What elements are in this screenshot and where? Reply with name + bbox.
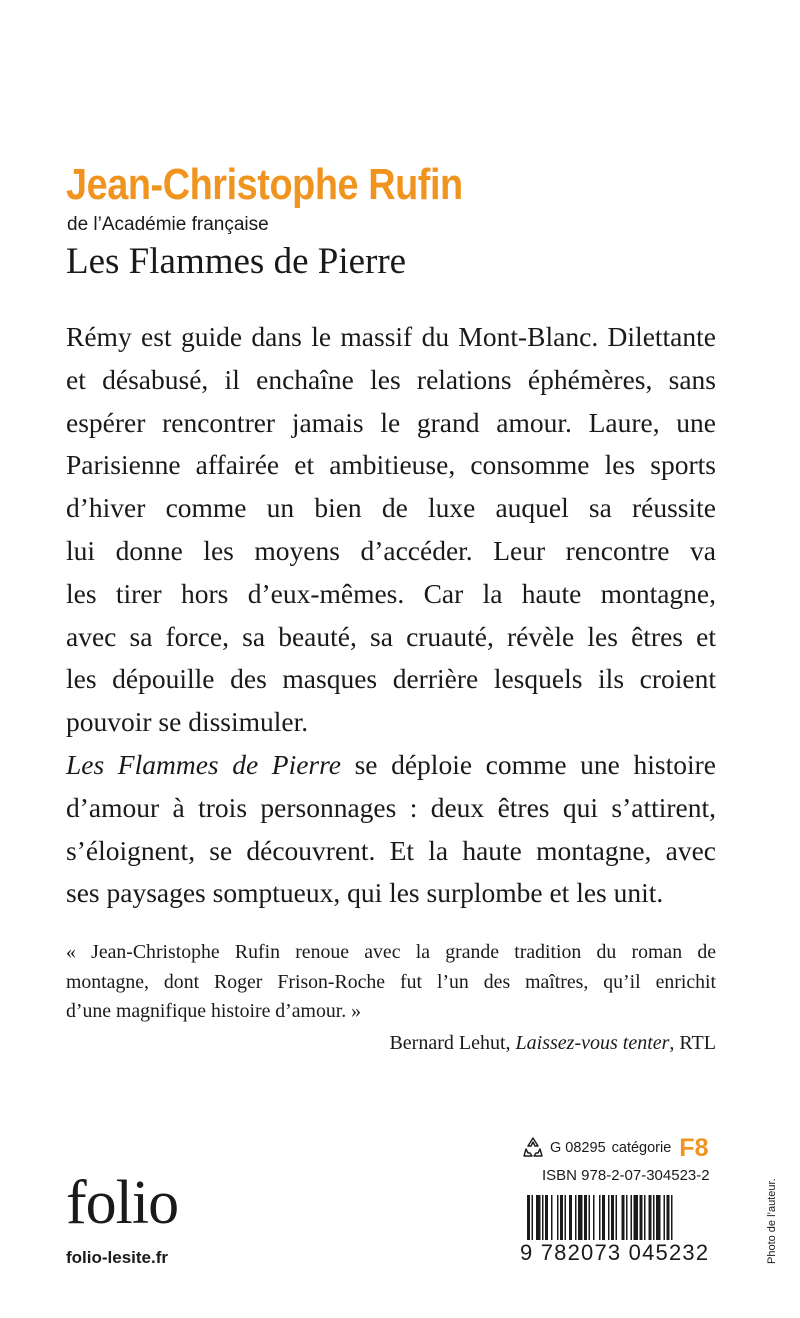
blurb-line: Rémy est guide dans le massif du Mont-Blanc. Dilettante [66,321,716,352]
folio-website: folio-lesite.fr [66,1248,169,1267]
academy-label: de l’Académie française [67,214,269,235]
product-code: G 08295 [550,1140,606,1156]
book-title: Les Flammes de Pierre [66,241,407,282]
blurb-line: espérer rencontrer jamais le grand amour. Laure, une [66,406,716,438]
blurb-line: d’amour à trois personnages : deux êtres qui s’attirent, [66,791,716,823]
blurb-line: s’éloignent, se découvrent. Et la haute montagne, avec [66,834,716,866]
isbn: ISBN 978-2-07-304523-2 [542,1167,710,1184]
category-label: catégorie [611,1140,672,1156]
barcode-digits: 9 782073 045232 [520,1240,730,1266]
attribution-name: Bernard Lehut, [389,1032,516,1054]
blurb-line: les dépouille des masques derrière lesquels ils croient [66,663,716,695]
mobius-recycling-icon [522,1136,544,1160]
quote-line: « Jean-Christophe Rufin renoue avec la grande tradition du roman de [66,941,716,963]
blurb-line: avec sa force, sa beauté, sa cruauté, révèle les êtres et [66,620,716,652]
quote-line: d’une magnifique histoire d’amour. » [66,1000,361,1022]
attribution-show: Laissez-vous tenter [515,1032,670,1054]
blurb-line: et désabusé, il enchaîne les relations éphémères, sans [66,363,716,395]
blurb-line: d’hiver comme un bien de luxe auquel sa réussite [66,492,716,524]
attribution-station: , RTL [669,1032,716,1054]
folio-logo: folio [66,1169,179,1237]
blurb-line: les tirer hors d’eux-mêmes. Car la haute montagne, [66,577,716,609]
photo-credit: Photo de l’auteur. [766,1178,778,1264]
quote-line: montagne, dont Roger Frison-Roche fut l’un des maîtres, qu’il enrichit [66,970,716,993]
blurb-line: Parisienne affairée et ambitieuse, consomme les sports [66,449,716,481]
blurb-text [66,316,716,915]
author-name: Jean-Christophe Rufin [66,160,463,209]
category-code: F8 [679,1133,709,1162]
quote-attribution [389,1032,716,1055]
blurb-italic-title: Les Flammes de Pierre [66,748,341,780]
blurb-line-rest: se déploie comme une histoire [341,748,716,780]
blurb-line: ses paysages somptueux, qui les surplombe et les unit. [66,877,664,909]
blurb-line: lui donne les moyens d’accéder. Leur rencontre va [66,534,716,566]
code-row [522,1133,708,1163]
blurb-line: pouvoir se dissimuler. [66,706,309,738]
blurb-line [66,744,716,787]
press-quote [66,938,716,1027]
